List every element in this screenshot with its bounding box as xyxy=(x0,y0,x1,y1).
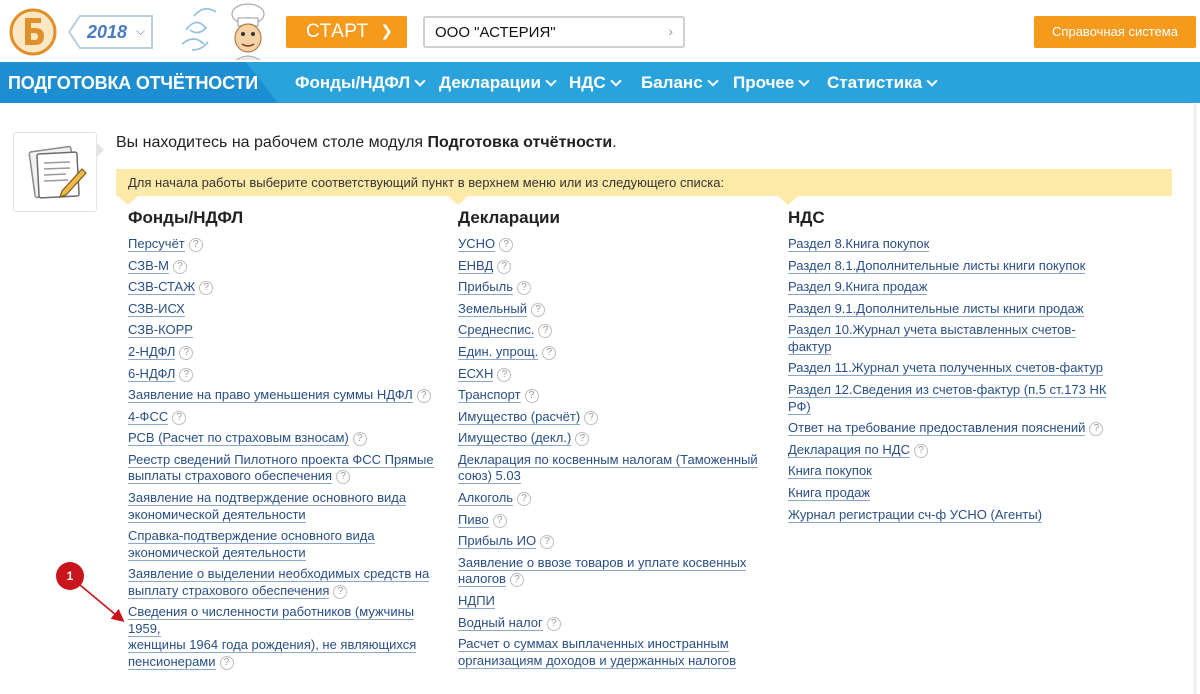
report-link-item xyxy=(458,430,778,447)
report-link-item xyxy=(458,615,778,632)
report-link[interactable]: РФ) xyxy=(788,398,811,414)
report-link-item xyxy=(128,387,448,404)
column-title: НДС xyxy=(788,208,825,227)
help-icon[interactable]: ? xyxy=(220,656,234,670)
report-link[interactable]: Алкоголь xyxy=(458,490,514,506)
help-icon[interactable]: ? xyxy=(499,238,513,252)
intro-prefix: Вы находитесь на рабочем столе модуля xyxy=(116,134,428,151)
column-title: Фонды/НДФЛ xyxy=(128,208,244,227)
report-link-item xyxy=(788,420,1128,437)
intro-text xyxy=(116,134,617,152)
report-link-item xyxy=(128,366,448,383)
report-link-item xyxy=(788,442,1128,459)
hint-arrow xyxy=(118,196,138,205)
report-link-item xyxy=(458,387,778,404)
report-link-item xyxy=(458,490,778,507)
report-link-item xyxy=(458,555,778,588)
help-icon[interactable]: ? xyxy=(417,389,431,403)
start-button-label: СТАРТ xyxy=(306,21,369,42)
report-link[interactable]: Раздел 8.Книга покупок xyxy=(788,236,930,251)
report-link[interactable]: Транспорт xyxy=(458,387,521,403)
report-link[interactable]: РСВ (Расчет по страховым взносам) xyxy=(128,430,349,446)
chevron-down-icon xyxy=(414,75,425,86)
report-link-item xyxy=(128,409,448,426)
report-link-item xyxy=(128,528,448,561)
intro-module-name: Подготовка отчётности xyxy=(427,134,613,151)
nav-item-label: Баланс xyxy=(641,73,703,92)
report-link[interactable]: союз) 5.03 xyxy=(458,468,521,484)
nav-item-label: Прочее xyxy=(733,73,795,92)
help-icon[interactable]: ? xyxy=(531,303,545,317)
help-icon[interactable]: ? xyxy=(179,368,193,382)
chevron-right-icon: › xyxy=(668,23,673,39)
report-link-item xyxy=(128,430,448,447)
help-system-button[interactable]: Справочная система xyxy=(1034,16,1196,48)
report-link[interactable]: 2-НДФЛ xyxy=(128,343,176,359)
report-link[interactable]: Заявление о выделении необходимых средств на xyxy=(128,566,430,582)
help-icon[interactable]: ? xyxy=(584,411,598,425)
help-icon[interactable]: ? xyxy=(538,324,552,338)
report-link-item xyxy=(788,463,1128,480)
help-icon[interactable]: ? xyxy=(173,260,187,274)
column-title: Декларации xyxy=(458,208,560,227)
report-link[interactable]: Персучёт xyxy=(128,236,185,251)
chef-mascot-icon xyxy=(178,0,278,62)
hint-banner xyxy=(116,169,1172,196)
report-link[interactable]: выплату страхового обеспечения xyxy=(128,582,330,598)
report-link-item xyxy=(788,507,1128,524)
report-link[interactable]: Книга продаж xyxy=(788,484,871,500)
nav-item-other[interactable] xyxy=(733,73,808,93)
report-link[interactable]: СЗВ-М xyxy=(128,257,169,273)
report-link[interactable]: Прибыль xyxy=(458,279,513,295)
report-link[interactable]: СЗВ-ИСХ xyxy=(128,300,185,316)
report-link-item xyxy=(788,301,1128,318)
report-link-item xyxy=(128,322,448,339)
module-title-text: ПОДГОТОВКА ОТЧЁТНОСТИ xyxy=(8,73,258,93)
year-select[interactable] xyxy=(68,15,154,49)
report-link[interactable]: СЗВ-КОРР xyxy=(128,322,193,338)
help-icon[interactable]: ? xyxy=(493,514,507,528)
report-link[interactable]: Декларация по косвенным налогам (Таможенный xyxy=(458,451,758,467)
report-link[interactable]: Заявление на право уменьшения суммы НДФЛ xyxy=(128,387,413,403)
report-link[interactable]: Среднеспис. xyxy=(458,322,535,338)
report-link[interactable]: Книга покупок xyxy=(788,463,872,479)
nav-item-statistics[interactable] xyxy=(827,73,936,93)
report-link[interactable]: пенсионерами xyxy=(128,653,216,669)
report-link-item xyxy=(458,593,778,610)
report-link-item xyxy=(788,258,1128,275)
report-link-item xyxy=(458,258,778,275)
report-link-item xyxy=(458,636,778,669)
report-link[interactable]: Реестр сведений Пилотного проекта ФСС Прямые xyxy=(128,451,434,467)
chevron-down-icon xyxy=(799,75,810,86)
report-link-item xyxy=(128,604,448,670)
nav-item-label: Фонды/НДФЛ xyxy=(295,73,411,92)
nav-item-vat[interactable] xyxy=(569,73,620,93)
help-icon[interactable]: ? xyxy=(525,389,539,403)
column-funds xyxy=(128,208,448,675)
chevron-down-icon xyxy=(545,75,556,86)
report-link[interactable]: Раздел 8.1.Дополнительные листы книги покупок xyxy=(788,257,1086,273)
report-link-item xyxy=(788,382,1128,415)
help-icon[interactable]: ? xyxy=(497,260,511,274)
report-link-item xyxy=(788,360,1128,377)
help-icon[interactable]: ? xyxy=(517,281,531,295)
report-link[interactable]: Декларация по НДС xyxy=(788,441,910,457)
report-link[interactable]: налогов xyxy=(458,571,506,587)
report-link[interactable]: Земельный xyxy=(458,300,527,316)
hint-arrow xyxy=(778,196,798,205)
report-link-item xyxy=(458,236,778,253)
link-list xyxy=(128,236,448,670)
report-link-item xyxy=(128,344,448,361)
top-bar xyxy=(0,0,1200,62)
report-link[interactable]: СЗВ-СТАЖ xyxy=(128,279,196,295)
help-icon[interactable]: ? xyxy=(172,411,186,425)
report-link-item xyxy=(128,236,448,253)
nav-item-declarations[interactable] xyxy=(439,73,555,93)
report-link-item xyxy=(128,258,448,275)
year-value: 2018 xyxy=(87,22,128,42)
report-link[interactable]: экономической деятельности xyxy=(128,506,306,522)
report-link[interactable]: 4-ФСС xyxy=(128,408,169,424)
report-link-item xyxy=(128,566,448,599)
link-list xyxy=(788,236,1128,523)
report-link[interactable]: Имущество (декл.) xyxy=(458,430,572,446)
report-link[interactable]: Ответ на требование предоставления пояснений xyxy=(788,420,1086,436)
column-declarations xyxy=(458,208,778,674)
help-icon[interactable]: ? xyxy=(189,238,203,252)
help-icon[interactable]: ? xyxy=(199,281,213,295)
hint-arrow xyxy=(448,196,468,205)
chevron-down-icon xyxy=(926,75,937,86)
help-icon[interactable]: ? xyxy=(1089,422,1103,436)
report-link[interactable]: Един. упрощ. xyxy=(458,343,539,359)
report-link[interactable]: Раздел 10.Журнал учета выставленных счетов- xyxy=(788,322,1076,338)
report-link[interactable]: Прибыль ИО xyxy=(458,533,537,549)
main-nav xyxy=(0,62,1200,103)
hint-text: Для начала работы выберите соответствующий пункт в верхнем меню или из следующего списка: xyxy=(128,175,725,190)
help-icon[interactable]: ? xyxy=(542,346,556,360)
report-link[interactable]: Имущество (расчёт) xyxy=(458,408,581,424)
report-link-item xyxy=(128,452,448,485)
help-icon[interactable]: ? xyxy=(517,492,531,506)
help-icon[interactable]: ? xyxy=(547,617,561,631)
organization-select[interactable] xyxy=(423,16,685,48)
report-link-item xyxy=(458,533,778,550)
report-link[interactable]: УСНО xyxy=(458,236,496,251)
report-link-item xyxy=(128,301,448,318)
report-link-item xyxy=(458,322,778,339)
report-link[interactable]: ЕНВД xyxy=(458,257,494,273)
report-link[interactable]: ЕСХН xyxy=(458,365,494,381)
start-button[interactable] xyxy=(286,16,407,48)
report-link[interactable]: Журнал регистрации сч-ф УСНО (Агенты) xyxy=(788,506,1043,522)
nav-item-balance[interactable] xyxy=(641,73,717,93)
nav-item-label: НДС xyxy=(569,73,606,92)
help-icon[interactable]: ? xyxy=(575,432,589,446)
chevron-down-icon xyxy=(707,75,718,86)
help-icon[interactable]: ? xyxy=(353,432,367,446)
column-vat xyxy=(788,208,1128,528)
help-icon[interactable]: ? xyxy=(336,470,350,484)
nav-item-funds[interactable] xyxy=(295,73,424,93)
logo-icon[interactable] xyxy=(6,6,60,58)
chevron-right-icon: ❯ xyxy=(380,23,393,40)
report-link-item xyxy=(128,279,448,296)
report-link-item xyxy=(458,301,778,318)
report-link[interactable]: НДПИ xyxy=(458,592,495,608)
report-link[interactable]: Раздел 11.Журнал учета полученных счетов-фактур xyxy=(788,360,1103,376)
nav-item-label: Декларации xyxy=(439,73,541,92)
report-link[interactable]: Раздел 9.1.Дополнительные листы книги продаж xyxy=(788,300,1084,316)
link-list xyxy=(458,236,778,669)
report-link[interactable]: Пиво xyxy=(458,511,489,527)
report-link-item xyxy=(788,279,1128,296)
bubble-tail xyxy=(97,143,104,157)
organization-value: ООО "АСТЕРИЯ" xyxy=(435,24,556,41)
annotation-marker: 1 xyxy=(56,562,84,590)
report-link[interactable]: организациям доходов и удержанных налогов xyxy=(458,652,737,668)
module-icon xyxy=(13,132,97,212)
help-icon[interactable]: ? xyxy=(540,535,554,549)
report-link-item xyxy=(788,322,1128,355)
help-icon[interactable]: ? xyxy=(179,346,193,360)
report-link[interactable]: Водный налог xyxy=(458,614,543,630)
help-icon[interactable]: ? xyxy=(333,585,347,599)
report-link[interactable]: Справка-подтверждение основного вида xyxy=(128,528,375,544)
intro-suffix: . xyxy=(612,134,617,151)
report-link[interactable]: 6-НДФЛ xyxy=(128,365,176,381)
report-link-item xyxy=(458,344,778,361)
report-link-item xyxy=(458,512,778,529)
report-link[interactable]: Расчет о суммах выплаченных иностранным xyxy=(458,636,729,652)
report-link[interactable]: Сведения о численности работников (мужчины 1959, xyxy=(128,604,415,636)
report-link-item xyxy=(788,485,1128,502)
chevron-down-icon xyxy=(610,75,621,86)
help-icon[interactable]: ? xyxy=(914,444,928,458)
help-icon[interactable]: ? xyxy=(510,573,524,587)
report-link-item xyxy=(458,366,778,383)
report-link[interactable]: Раздел 12.Сведения из счетов-фактур (п.5 ст.173 НК xyxy=(788,382,1107,398)
report-link[interactable]: фактур xyxy=(788,338,832,354)
report-link[interactable]: Заявление о ввозе товаров и уплате косвенных xyxy=(458,554,747,570)
report-link[interactable]: выплаты страхового обеспечения xyxy=(128,468,333,484)
report-link[interactable]: Заявление на подтверждение основного вида xyxy=(128,490,407,506)
scrollbar[interactable] xyxy=(1190,103,1200,694)
help-icon[interactable]: ? xyxy=(497,368,511,382)
report-link-item xyxy=(788,236,1128,253)
report-link[interactable]: женщины 1964 года рождения), не являющихся xyxy=(128,637,417,653)
module-title xyxy=(0,62,278,103)
report-link[interactable]: Раздел 9.Книга продаж xyxy=(788,279,928,295)
nav-item-label: Статистика xyxy=(827,73,923,92)
report-link-item xyxy=(458,409,778,426)
report-link-item xyxy=(458,452,778,485)
chevron-down-icon: ⌵ xyxy=(136,24,146,38)
report-link[interactable]: экономической деятельности xyxy=(128,544,306,560)
report-link-item xyxy=(128,490,448,523)
report-link-item xyxy=(458,279,778,296)
